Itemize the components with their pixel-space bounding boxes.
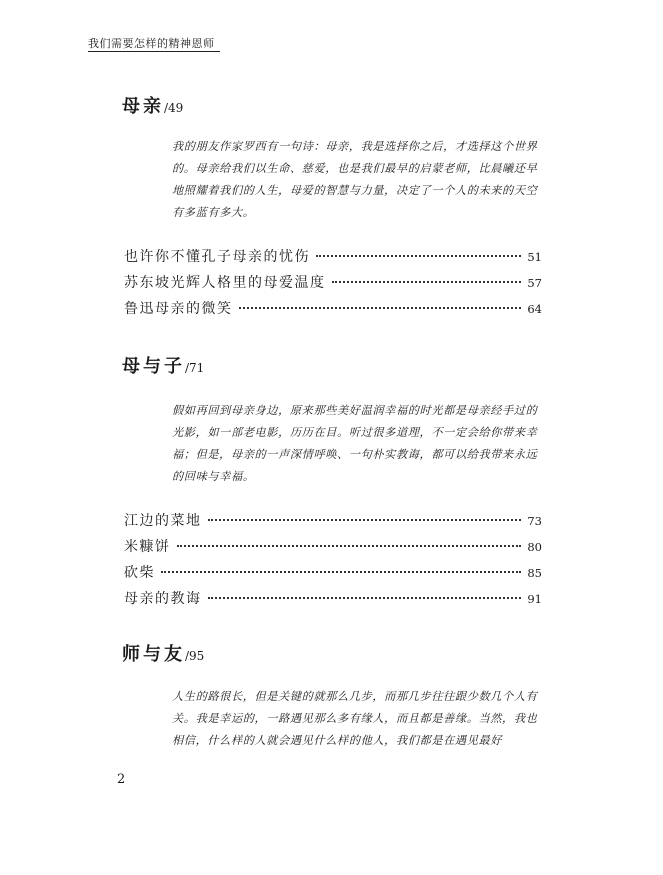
- running-head: 我们需要怎样的精神恩师: [88, 37, 215, 50]
- toc-entry[interactable]: [124, 588, 542, 614]
- toc-entry-page: 85: [527, 566, 542, 580]
- toc-entry[interactable]: [124, 272, 542, 298]
- toc-leader-dots: [332, 281, 522, 283]
- section-intro: 假如再回到母亲身边，原来那些美好温润幸福的时光都是母亲经手过的光影，如一部老电影，历历在目。听过很多道理，不一定会给你带来幸福；但是，母亲的一声深情呼唤、一句朴实教诲，都可以给我带来永远的回味与幸福。: [172, 404, 538, 483]
- toc-list: [124, 246, 542, 324]
- toc-entry[interactable]: [124, 562, 542, 588]
- toc-leader-dots: [208, 597, 522, 599]
- toc-list: [124, 510, 542, 614]
- section-title-text: 师与友: [122, 644, 185, 665]
- toc-entry-title: 米糠饼: [124, 539, 171, 555]
- toc-leader-dots: [161, 571, 521, 573]
- toc-leader-dots: [316, 255, 521, 257]
- section-intro: 我的朋友作家罗西有一句诗：母亲，我是选择你之后，才选择这个世界的。母亲给我们以生命、慈爱，也是我们最早的启蒙老师，比晨曦还早地照耀着我们的人生，母爱的智慧与力量，决定了一个人的未来的天空有多蓝有多大。: [172, 140, 538, 219]
- page-number: 2: [117, 772, 126, 787]
- toc-leader-dots: [177, 545, 522, 547]
- toc-entry-page: 91: [527, 592, 542, 606]
- toc-entry-title: 也许你不懂孔子母亲的忧伤: [124, 249, 310, 265]
- toc-leader-dots: [239, 307, 522, 309]
- toc-entry[interactable]: [124, 298, 542, 324]
- toc-entry-page: 73: [527, 514, 542, 528]
- section-title-mother: [122, 92, 183, 118]
- running-head-rule: [88, 51, 220, 52]
- toc-entry[interactable]: [124, 510, 542, 536]
- section-title-mother-and-son: [122, 352, 204, 378]
- section-title-text: 母亲: [122, 96, 164, 117]
- toc-leader-dots: [208, 519, 522, 521]
- toc-entry[interactable]: [124, 536, 542, 562]
- toc-entry-title: 母亲的教诲: [124, 591, 202, 607]
- toc-entry[interactable]: [124, 246, 542, 272]
- section-title-text: 母与子: [122, 356, 185, 377]
- toc-entry-title: 苏东坡光辉人格里的母爱温度: [124, 275, 326, 291]
- toc-entry-page: 64: [527, 302, 542, 316]
- toc-entry-page: 51: [527, 250, 542, 264]
- toc-entry-title: 鲁迅母亲的微笑: [124, 301, 233, 317]
- toc-entry-title: 砍柴: [124, 565, 155, 581]
- section-page: /49: [164, 101, 184, 115]
- toc-entry-page: 57: [527, 276, 542, 290]
- toc-entry-page: 80: [527, 540, 542, 554]
- section-title-teacher-and-friend: [122, 640, 204, 666]
- section-page: /95: [185, 649, 205, 663]
- toc-entry-title: 江边的菜地: [124, 513, 202, 529]
- section-intro: 人生的路很长，但是关键的就那么几步，而那几步往往跟少数几个人有关。我是幸运的，一路遇见那么多有缘人，而且都是善缘。当然，我也相信，什么样的人就会遇见什么样的他人，我们都是在遇见最好: [172, 690, 538, 747]
- section-page: /71: [185, 361, 205, 375]
